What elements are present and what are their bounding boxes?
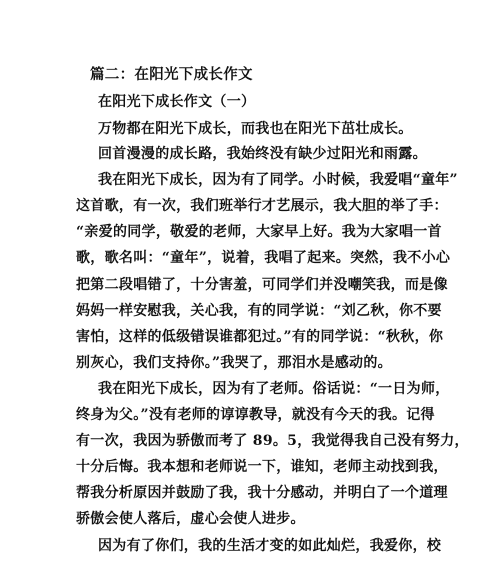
document-subheading: 在阳光下成长作文（一） [98, 94, 256, 110]
paragraph-line: 帮我分析原因并鼓励了我，我十分感动，并明白了一个道理 [76, 485, 448, 501]
paragraph-line: 我在阳光下成长，因为有了老师。俗话说：“一日为师， [98, 381, 450, 397]
paragraph-line: “亲爱的同学，敬爱的老师，大家早上好。我为大家唱一首 [76, 224, 442, 240]
paragraph-line: 这首歌，有一次，我们班举行才艺展示，我大胆的举了手： [76, 198, 448, 214]
document-heading: 篇二：在阳光下成长作文 [90, 66, 253, 83]
paragraph-line: 我在阳光下成长，因为有了同学。小时候，我爱唱“童年” [98, 172, 458, 188]
paragraph-line: 害怕，这样的低级错误谁都犯过。”有的同学说：“秋秋，你 [76, 329, 444, 345]
paragraph-line: 十分后悔。我本想和老师说一下，谁知，老师主动找到我， [76, 459, 448, 475]
paragraph-line: 把第二段唱错了，十分害羞，可同学们并没嘲笑我，而是像 [76, 277, 448, 293]
paragraph-line: 有一次，我因为骄傲而考了 89。5，我觉得我自己没有努力， [76, 433, 469, 449]
paragraph-line: 别灰心，我们支持你。”我哭了，那泪水是感动的。 [76, 355, 392, 371]
paragraph-line: 妈妈一样安慰我，关心我，有的同学说：“刘乙秋，你不要 [76, 303, 442, 319]
paragraph-line: 终身为父。”没有老师的谆谆教导，就没有今天的我。记得 [76, 407, 435, 423]
paragraph-line: 回首漫漫的成长路，我始终没有缺少过阳光和雨露。 [98, 146, 427, 162]
paragraph-line: 万物都在阳光下成长，而我也在阳光下茁壮成长。 [98, 121, 413, 137]
paragraph-line: 歌，歌名叫：“童年”，说着，我唱了起来。突然，我不小心 [76, 250, 451, 266]
paragraph-line: 骄傲会使人落后，虚心会使人进步。 [76, 511, 305, 527]
paragraph-line: 因为有了你们，我的生活才变的如此灿烂，我爱你，校 [98, 538, 442, 554]
